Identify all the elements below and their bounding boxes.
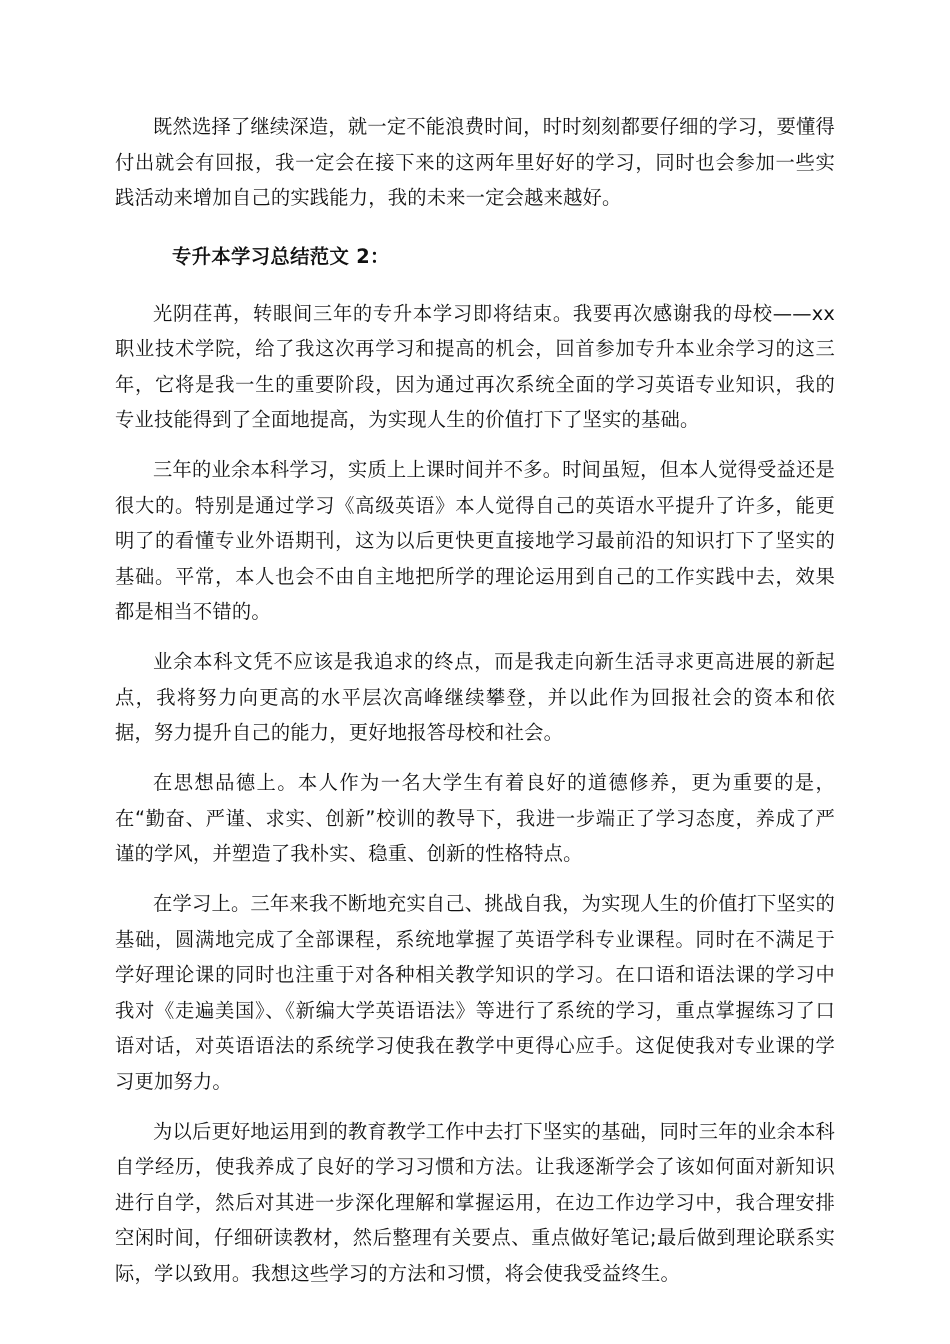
paragraph-1: 光阴荏苒，转眼间三年的专升本学习即将结束。我要再次感谢我的母校——xx 职业技术学院，给了我这次再学习和提高的机会，回首参加专升本业余学习的这三年，它将是我一生的重要阶段，因为通过再次系统全面的学习英语专业知识，我的专业技能得到了全面地提高，为实现人生的价值打下了坚实的基础。 [115,301,835,431]
paragraph-5: 在学习上。三年来我不断地充实自己、挑战自我，为实现人生的价值打下坚实的基础，圆满地完成了全部课程，系统地掌握了英语学科专业课程。同时在不满足于学好理论课的同时也注重于对各种相关教学知识的学习。在口语和语法课的学习中我对《走遍美国》、《新编大学英语语法》等进行了系统的学习，重点掌握练习了口语对话，对英语语法的系统学习使我在教学中更得心应手。这促使我对专业课的学习更加努力。 [115,892,835,1093]
intro-paragraph: 既然选择了继续深造，就一定不能浪费时间，时时刻刻都要仔细的学习，要懂得付出就会有回报，我一定会在接下来的这两年里好好的学习，同时也会参加一些实践活动来增加自己的实践能力，我的未来一定会越来越好。 [115,115,835,209]
paragraph-3: 业余本科文凭不应该是我追求的终点，而是我走向新生活寻求更高进展的新起点，我将努力向更高的水平层次高峰继续攀登，并以此作为回报社会的资本和依据，努力提升自己的能力，更好地报答母校和社会。 [115,650,835,744]
paragraph-4: 在思想品德上。本人作为一名大学生有着良好的道德修养，更为重要的是，在“勤奋、严谨、求实、创新”校训的教导下，我进一步端正了学习态度，养成了严谨的学风，并塑造了我朴实、稳重、创新的性格特点。 [115,771,835,865]
paragraph-2: 三年的业余本科学习，实质上上课时间并不多。时间虽短，但本人觉得受益还是很大的。特别是通过学习《高级英语》本人觉得自己的英语水平提升了许多，能更明了的看懂专业外语期刊，这为以后更快更直接地学习最前沿的知识打下了坚实的基础。平常，本人也会不由自主地把所学的理论运用到自己的工作实践中去，效果都是相当不错的。 [115,458,835,623]
section-heading: 专升本学习总结范文 2： [172,244,390,268]
paragraph-6: 为以后更好地运用到的教育教学工作中去打下坚实的基础，同时三年的业余本科自学经历，使我养成了良好的学习习惯和方法。让我逐渐学会了该如何面对新知识进行自学，然后对其进一步深化理解和掌握运用，在边工作边学习中，我合理安排空闲时间，仔细研读教材，然后整理有关要点、重点做好笔记;最后做到理论联系实际，学以致用。我想这些学习的方法和习惯，将会使我受益终生。 [115,1119,835,1285]
